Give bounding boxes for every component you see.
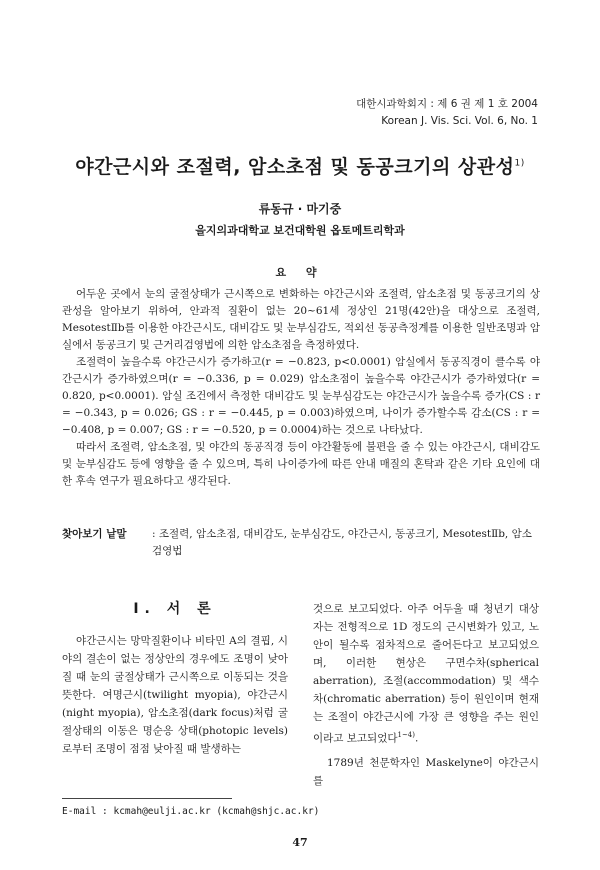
footnote-email: E-mail : kcmah@eulji.ac.kr (kcmah@shjc.ac.kr) bbox=[62, 806, 320, 817]
abstract-paragraph: 어두운 곳에서 눈의 굴절상태가 근시쪽으로 변화하는 야간근시와 조절력, 암소초점 및 동공크기의 상관성을 알아보기 위하여, 안과적 질환이 없는 20~61세 정상인 21명(42안)을 대상으로 조절력, MesotestⅡb를 이용한 야간근시도, 대비감도 및 눈부심감도, 적외선 동공측정계를 이용한 일반조명과 암실에서 동공크기 및 근거리검영법에 의한 암소초점을 측정하였다. bbox=[62, 288, 540, 351]
keywords-label: 찾아보기 낱말 bbox=[62, 528, 127, 540]
intro-left-column bbox=[62, 600, 288, 758]
intro-paragraph-right-2: 1789년 천문학자인 Maskelyne이 야간근시를 bbox=[313, 756, 539, 787]
intro-paragraph-right-text: 것으로 보고되었다. 아주 어두울 때 청년기 대상자는 전형적으로 1D 정도의 근시변화가 있고, 노안이 될수록 점차적으로 줄어든다고 보고되었으며, 이러한 현상은 구면수차(spherical aberration), 조절(accommodation) 및 색수차(chromatic aberration) 등이 원인이며 현재는 조절이 야간근시에 가장 큰 영향을 주는 원인이라고 보고되었다 bbox=[313, 603, 539, 745]
paper-title bbox=[0, 152, 600, 179]
intro-right-column bbox=[313, 600, 539, 790]
journal-line-korean: 대한시과학회지 : 제 6 권 제 1 호 2004 bbox=[356, 98, 538, 110]
sentence-end: . bbox=[415, 732, 419, 745]
citation-ref: 1~4) bbox=[397, 731, 415, 739]
intro-paragraph-right bbox=[313, 600, 539, 748]
journal-line-english: Korean J. Vis. Sci. Vol. 6, No. 1 bbox=[381, 115, 538, 127]
authors: 류동규 · 마기중 bbox=[258, 202, 342, 216]
affiliation: 을지의과대학교 보건대학원 옵토메트리학과 bbox=[195, 224, 405, 237]
title-footnote-mark: 1) bbox=[514, 158, 525, 169]
intro-paragraph-left: 야간근시는 망막질환이나 비타민 A의 결핍, 시야의 결손이 없는 정상안의 경우에도 조명이 낮아질 때 눈의 굴절상태가 근시쪽으로 이동되는 것을 뜻한다. 여명근시(twilight myopia), 야간근시(night myopia), 암소초점(dark focus)처럼 굴절상태의 이동은 명순응 상태(photopic levels)로부터 조명이 점점 낮아질 때 발생하는 bbox=[62, 635, 288, 755]
keywords bbox=[62, 526, 540, 560]
journal-header bbox=[356, 96, 538, 130]
section-heading: Ⅰ. 서 론 bbox=[133, 601, 217, 617]
page-number: 47 bbox=[292, 836, 308, 849]
abstract-body bbox=[62, 286, 540, 490]
footnote-divider bbox=[62, 798, 232, 799]
abstract-heading: 요 약 bbox=[275, 266, 325, 279]
abstract-paragraph: 따라서 조절력, 암소초점, 및 야간의 동공직경 등이 야간활동에 불편을 줄 수 있는 야간근시, 대비감도 및 눈부심감도 등에 영향을 줄 수 있으며, 특히 나이증가에 따른 안내 매질의 혼탁과 같은 기타 요인에 대한 후속 연구가 필요하다고 생각된다. bbox=[62, 441, 540, 487]
keywords-text: : 조절력, 암소초점, 대비감도, 눈부심감도, 야간근시, 동공크기, MesotestⅡb, 암소검영법 bbox=[152, 528, 532, 557]
abstract-paragraph: 조절력이 높을수록 야간근시가 증가하고(r = −0.823, p<0.0001) 암실에서 동공직경이 클수록 야간근시가 증가하였으며(r = −0.336, p = 0.029) 암소초점이 높을수록 야간근시가 증가하였다(r = 0.820, p<0.0001). 암실 조건에서 측정한 대비감도 및 눈부심감도는 야간근시가 높을수록 증가(CS : r = −0.343, p = 0.026; GS : r = −0.445, p = 0.003)하였으며, 나이가 증가할수록 감소(CS : r = −0.408, p = 0.007; GS : r = −0.520, p = 0.0004)하는 것으로 나타났다. bbox=[62, 356, 540, 436]
paper-title-text: 야간근시와 조절력, 암소초점 및 동공크기의 상관성 bbox=[75, 156, 515, 178]
